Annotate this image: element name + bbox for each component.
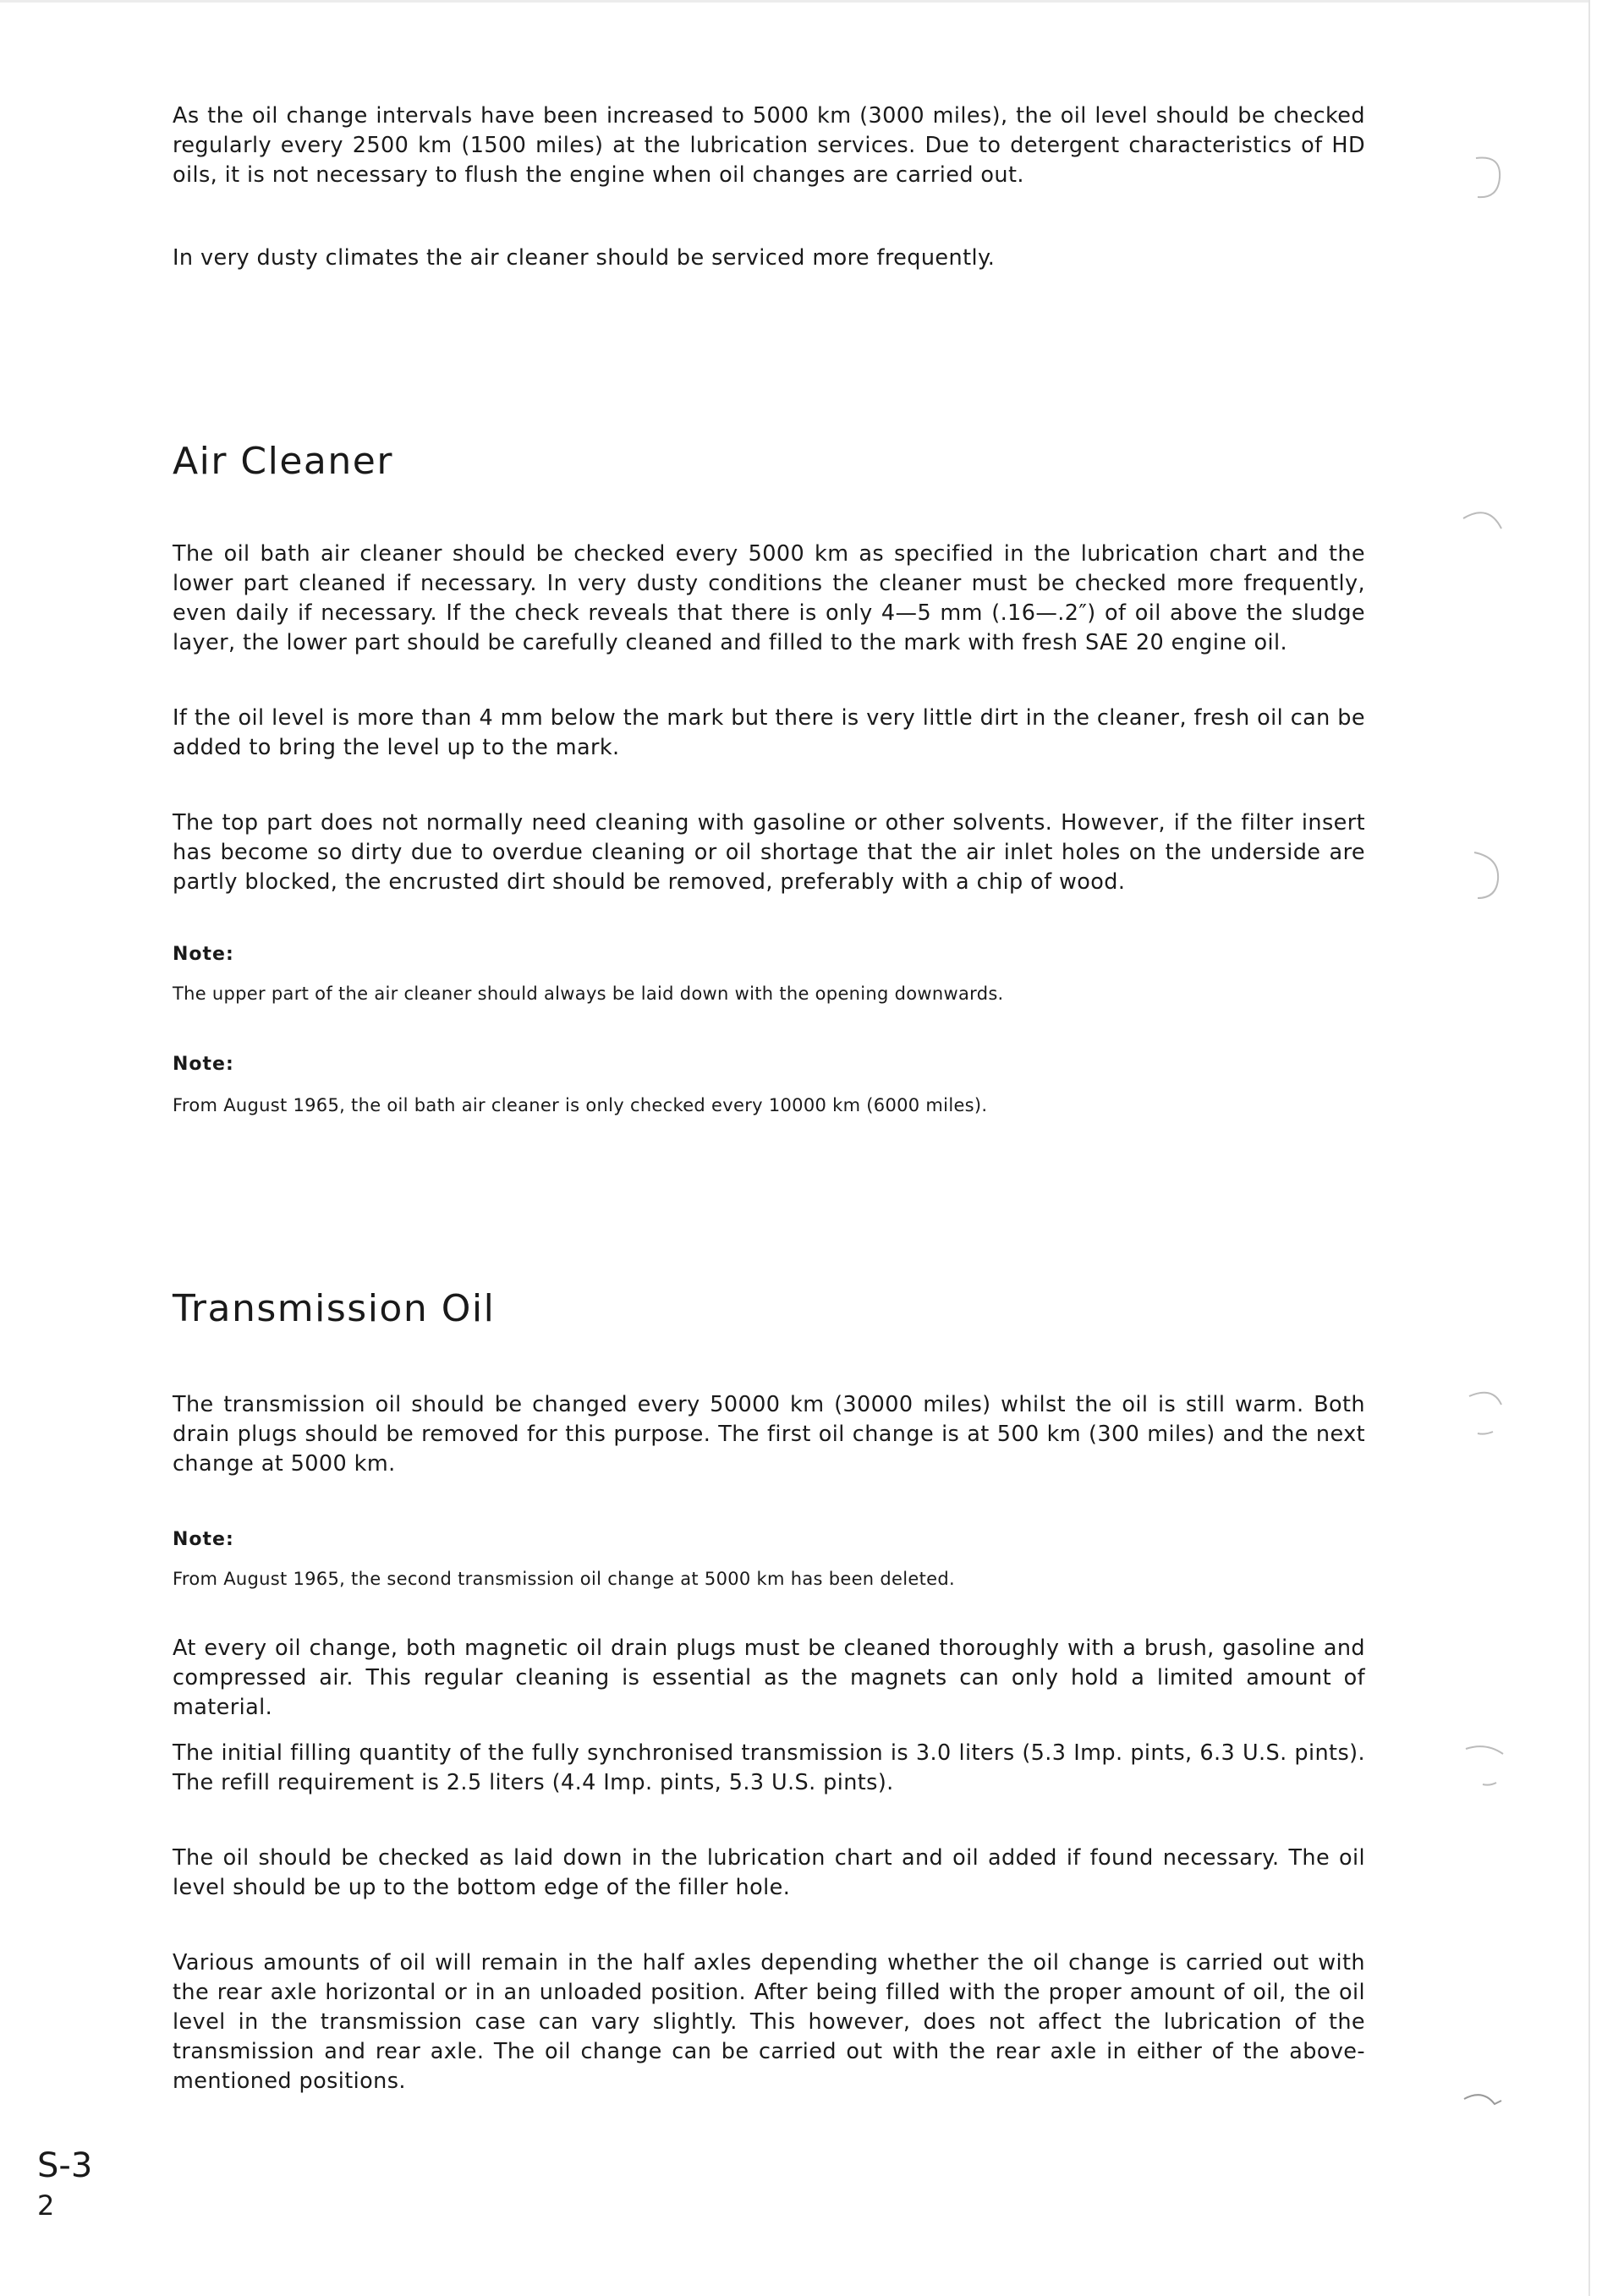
page-top-edge <box>0 0 1590 3</box>
punch-hole-mark-1 <box>1459 148 1510 207</box>
air-cleaner-note-1-text: The upper part of the air cleaner should always be laid down with the opening downwards. <box>173 984 1004 1004</box>
air-cleaner-note-2-label: Note: <box>173 1054 234 1075</box>
air-cleaner-heading: Air Cleaner <box>173 440 393 483</box>
intro-paragraph-2: In very dusty climates the air cleaner should be serviced more frequently. <box>173 245 996 271</box>
air-cleaner-paragraph-1: The oil bath air cleaner should be checked every 5000 km as specified in the lubrication chart and the lower part cleaned if necessary. In very dusty conditions the cleaner must be checked more frequently, even daily if necessary. If the check reveals that there is only 4—5 mm (.16—.2″) of oil above the sludge layer, the lower part should be carefully cleaned and filled to the mark with fresh SAE 20 engine oil. <box>173 541 1365 655</box>
transmission-oil-heading: Transmission Oil <box>173 1287 496 1330</box>
punch-hole-mark-5 <box>1459 1734 1510 1793</box>
air-cleaner-note-1-label: Note: <box>173 944 234 965</box>
page-number: 2 <box>37 2189 55 2222</box>
punch-hole-mark-3 <box>1459 846 1510 905</box>
page-right-edge <box>1588 0 1590 2296</box>
transmission-oil-paragraph-5: Various amounts of oil will remain in the half axles depending whether the oil change is carried out with the rear axle horizontal or in an unloaded position. After being filled with the proper amount of oil, the oil level in the transmission case can vary slightly. This however, does not affect the lubrication of the transmission and rear axle. The oil change can be carried out with the rear axle in either of the above-mentioned positions. <box>173 1950 1365 2094</box>
punch-hole-mark-4 <box>1459 1383 1510 1442</box>
transmission-oil-note-text: From August 1965, the second transmission oil change at 5000 km has been deleted. <box>173 1569 955 1589</box>
punch-hole-mark-6 <box>1459 2080 1510 2140</box>
air-cleaner-paragraph-3: The top part does not normally need cleaning with gasoline or other solvents. However, if the filter insert has become so dirty due to overdue cleaning or oil shortage that the air inlet holes on the underside are partly blocked, the encrusted dirt should be removed, preferably with a chip of wood. <box>173 810 1365 895</box>
transmission-oil-paragraph-3: The initial filling quantity of the fully synchronised transmission is 3.0 liters (5.3 Imp. pints, 6.3 U.S. pints). The refill requirement is 2.5 liters (4.4 Imp. pints, 5.3 U.S. pints). <box>173 1740 1365 1795</box>
intro-paragraph-1: As the oil change intervals have been increased to 5000 km (3000 miles), the oil level should be checked regularly every 2500 km (1500 miles) at the lubrication services. Due to detergent characteristics of HD oils, it is not necessary to flush the engine when oil changes are carried out. <box>173 103 1365 188</box>
transmission-oil-paragraph-2: At every oil change, both magnetic oil drain plugs must be cleaned thoroughly with a brush, gasoline and compressed air. This regular cleaning is essential as the magnets can only hold a limited amount of material. <box>173 1636 1365 1720</box>
punch-hole-mark-2 <box>1459 495 1510 554</box>
transmission-oil-paragraph-1: The transmission oil should be changed every 50000 km (30000 miles) whilst the oil is still warm. Both drain plugs should be removed for this purpose. The first oil change is at 500 km (300 miles) and the next change at 5000 km. <box>173 1392 1365 1477</box>
transmission-oil-paragraph-4: The oil should be checked as laid down in the lubrication chart and oil added if found necessary. The oil level should be up to the bottom edge of the filler hole. <box>173 1845 1365 1900</box>
section-code: S-3 <box>37 2146 93 2185</box>
air-cleaner-paragraph-2: If the oil level is more than 4 mm below the mark but there is very little dirt in the cleaner, fresh oil can be added to bring the level up to the mark. <box>173 705 1365 760</box>
air-cleaner-note-2-text: From August 1965, the oil bath air cleaner is only checked every 10000 km (6000 miles). <box>173 1095 988 1115</box>
transmission-oil-note-label: Note: <box>173 1529 234 1550</box>
